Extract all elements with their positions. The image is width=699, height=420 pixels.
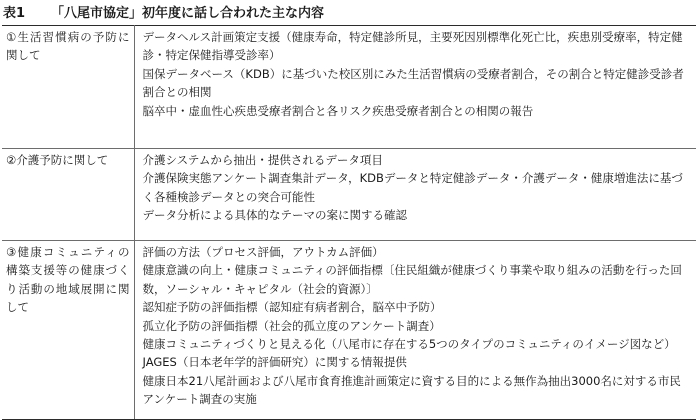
items-cell <box>134 149 696 241</box>
table-row <box>2 241 696 420</box>
list-item: 評価の方法（プロセス評価，アウトカム評価） <box>142 245 384 259</box>
category-cell: ②介護予防に関して <box>2 149 134 241</box>
items-cell <box>134 26 696 149</box>
list-item: 脳卒中・虚血性心疾患受療者割合と各リスク疾患受療者割合との相関の報告 <box>142 103 534 118</box>
list-item: データ分析による具体的なテーマの案に関する確認 <box>142 208 407 223</box>
items-cell <box>134 241 696 420</box>
category-cell: ③健康コミュニティの構築支援等の健康づくり活動の地域展開に関して <box>2 241 134 420</box>
table-row <box>2 26 696 149</box>
category-cell: ①生活習慣病の予防に関して <box>2 26 134 149</box>
table-row <box>2 149 696 241</box>
table-number: 表1 <box>3 6 26 21</box>
list-item: 介護保険実態アンケート調査集計データ，KDBデータと特定健診データ・介護データ・健康増進法に基づく各種検診データとの突合可能性 <box>142 171 683 204</box>
list-item: 健康日本21八尾計画および八尾市食育推進計画策定に資する目的による無作為抽出3000名に対する市民アンケート調査の実施 <box>142 373 681 407</box>
list-item: 孤立化予防の評価指標（社会的孤立度のアンケート調査） <box>142 318 441 333</box>
content-table <box>2 25 696 420</box>
list-item: データヘルス計画策定支援（健康寿命，特定健診所見，主要死因別標準化死亡比，疾患別受療率，特定健診・特定保健指導受診率） <box>142 30 683 63</box>
list-item: 介護システムから抽出・提供されるデータ項目 <box>142 153 383 167</box>
list-item: JAGES（日本老年学的評価研究）に関する情報提供 <box>142 355 407 370</box>
list-item: 健康意識の向上・健康コミュニティの評価指標〔住民組織が健康づくり事業や取り組みの活動を行った回数，ソーシャル・キャピタル（社会的資源）〕 <box>142 263 682 296</box>
list-item: 健康コミュニティづくりと見える化（八尾市に存在する5つのタイプのコミュニティのイメージ図など） <box>142 337 676 352</box>
table-title: 「八尾市協定」初年度に話し合われた主な内容 <box>51 6 325 21</box>
list-item: 認知症予防の評価指標（認知症有病者割合，脳卒中予防） <box>142 300 442 315</box>
table-caption <box>2 3 697 25</box>
list-item: 国保データベース（KDB）に基づいた校区別にみた生活習慣病の受療者割合，その割合と特定健診受診者割合との相関 <box>142 66 684 100</box>
